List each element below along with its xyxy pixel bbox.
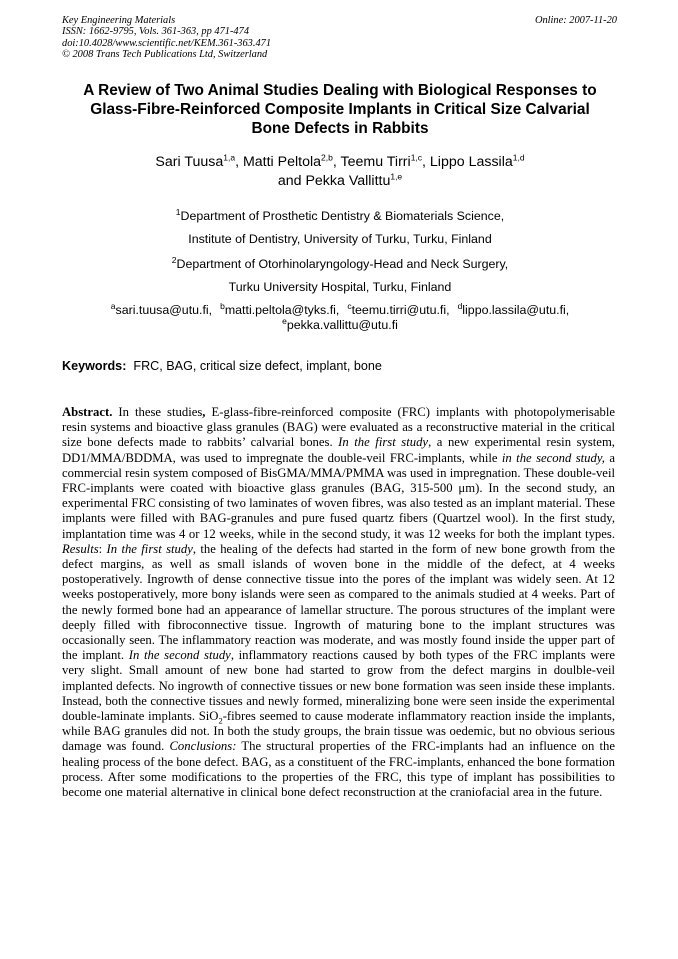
abstract-text: , inflammatory reactions caused by both types of the FRC implants were very slight. Small amount of new bone had started to grow from the defect margins in doulble-veil implanted defects. No ingrowth of connective tissues or new bone formation was seen inside these implants. Instead, both the connective tissues and newly formed, mineralizing bone were seen inside the experimental double-laminate implants. SiO xyxy=(62,648,615,724)
abstract-emphasis: in the second study, xyxy=(501,450,605,465)
abstract-text: , xyxy=(202,405,206,419)
author-name: and Pekka Vallittu xyxy=(277,173,391,189)
author-separator: , xyxy=(332,154,341,170)
paper-title xyxy=(40,81,640,138)
abstract-emphasis: In the first study xyxy=(338,435,429,450)
abstract-text: , the healing of the defects had started in the form of new bone growth from the defect margins, as well as small islands of woven bone in the middle of the defect, at 4 weeks postoperatively. Ingrowth of dense connective tissue into the pores of the implant was widely seen. At 12 weeks postoperatively, more bony islands were seen as compared to the animals studied at 4 weeks. Part of the newly formed bone had an appearance of lamellar structure. The porous structures of the implant were deeply filled with fibroconnective tissue. Ingrowth of maturing bone to the implant structures was occasionally seen. The inflammatory reaction was moderate, and was mostly found inside the upper part of the implant. xyxy=(62,541,615,663)
online-date: Online: 2007-11-20 xyxy=(534,15,617,26)
keywords xyxy=(62,359,382,374)
email-address[interactable]: pekka.vallittu@utu.fi xyxy=(286,318,398,332)
abstract-subscript: 2 xyxy=(218,715,223,726)
journal-header xyxy=(62,15,617,61)
title-line: A Review of Two Animal Studies Dealing with Biological Responses to xyxy=(83,82,597,99)
email-address[interactable]: matti.peltola@tyks.fi, xyxy=(224,303,340,317)
author-affiliation-marker: 2,b xyxy=(321,152,333,163)
author-separator: , xyxy=(235,154,243,170)
journal-doi: doi:10.4028/www.scientific.net/KEM.361-363.471 xyxy=(62,37,272,49)
author-affiliation-marker: 1,d xyxy=(512,152,525,163)
affiliation-marker: 1 xyxy=(175,206,181,217)
title-line: Glass-Fibre-Reinforced Composite Implants in Critical Size Calvarial xyxy=(90,101,590,118)
author-line xyxy=(40,153,640,172)
email-marker: d xyxy=(457,300,463,311)
author-separator: , xyxy=(422,154,430,170)
abstract-emphasis: Conclusions: xyxy=(169,739,237,754)
abstract-emphasis: In the second study xyxy=(128,648,231,663)
email-address[interactable]: sari.tuusa@utu.fi, xyxy=(115,303,213,317)
author-affiliation-marker: 1,a xyxy=(223,152,236,163)
abstract-label: Abstract. xyxy=(62,405,113,419)
affiliation-1 xyxy=(40,206,640,247)
affiliation-text: Department of Otorhinolaryngology-Head and Neck Surgery, xyxy=(176,257,509,271)
affiliation-2 xyxy=(40,254,640,295)
abstract-text: E-glass-fibre-reinforced composite (FRC) implants with photopolymerisable resin systems and bioactive glass granules (BAG) were evaluated as a reconstructive material in the critical size bone defects made to rabbits’ calvarial bones. xyxy=(62,405,615,450)
email-marker: c xyxy=(347,300,352,311)
email-address[interactable]: lippo.lassila@utu.fi, xyxy=(462,303,570,317)
abstract-emphasis: In the first study xyxy=(106,541,193,556)
author-list xyxy=(40,153,640,191)
author-name: Lippo Lassila xyxy=(429,154,513,170)
author-affiliation-marker: 1,e xyxy=(390,171,403,182)
journal-issn: ISSN: 1662-9795, Vols. 361-363, pp 471-474 xyxy=(62,26,250,38)
author-name: Sari Tuusa xyxy=(155,154,224,170)
affiliation-line xyxy=(40,206,640,224)
affiliation-text: Department of Prosthetic Dentistry & Biomaterials Science, xyxy=(180,209,505,223)
email-address[interactable]: teemu.tirri@utu.fi, xyxy=(351,303,450,317)
author-emails xyxy=(40,300,640,333)
author-name: Teemu Tirri xyxy=(340,154,411,170)
abstract xyxy=(62,405,615,800)
abstract-text: a commercial resin system composed of BisGMA/MMA/PMMA was used in impregnation. These double-veil FRC-implants were coated with bioactive glass granules (BAG, 315-500 μm). In the second study, an experimental FRC consisting of two laminates of woven fibres, was also tested as an implant material. These implants were filled with BAG-granules and pure fused quartz fibers (Quartzel wool). In the first study, implantation time was 4 or 12 weeks, while in the second study, it was 12 weeks for both the implant types. xyxy=(62,450,615,541)
abstract-text: The structural properties of the FRC-implants had an influence on the healing process of the bone defect. BAG, as a constituent of the FRC-implants, enhanced the bone formation process. After some modifications to the properties of the FRC, this type of implant has possibilities to become one material alternative in clinical bone defect reconstruction at the craniofacial area in the future. xyxy=(62,739,615,800)
abstract-text: -fibres seemed to cause moderate inflammatory reaction inside the implants, while BAG granules did not. In both the study groups, the brain tissue was oedemic, but no obvious serious damage was found. xyxy=(62,709,615,754)
affiliation-marker: 2 xyxy=(171,254,177,265)
abstract-text: , a new experimental resin system, DD1/MMA/BDDMA, was used to impregnate the double-veil FRC-implants, while xyxy=(62,435,615,465)
email-line xyxy=(40,315,640,333)
email-line xyxy=(40,300,640,318)
email-marker: e xyxy=(282,315,287,326)
author-line xyxy=(40,172,640,191)
journal-copyright: © 2008 Trans Tech Publications Ltd, Switzerland xyxy=(62,49,268,61)
title-line: Bone Defects in Rabbits xyxy=(251,120,429,137)
email-marker: b xyxy=(220,300,225,311)
journal-name: Key Engineering Materials xyxy=(62,15,176,26)
keywords-label: Keywords: xyxy=(62,359,127,373)
author-affiliation-marker: 1,c xyxy=(410,152,423,163)
keywords-text: FRC, BAG, critical size defect, implant, bone xyxy=(133,359,382,373)
affiliation-line xyxy=(40,254,640,272)
affiliation-line: Institute of Dentistry, University of Turku, Turku, Finland xyxy=(188,232,492,246)
abstract-text: : xyxy=(98,541,107,556)
author-name: Matti Peltola xyxy=(242,154,322,170)
email-marker: a xyxy=(110,300,116,311)
abstract-text: In these studies xyxy=(112,405,203,419)
affiliation-line: Turku University Hospital, Turku, Finland xyxy=(228,280,452,294)
abstract-emphasis: Results xyxy=(62,541,99,556)
